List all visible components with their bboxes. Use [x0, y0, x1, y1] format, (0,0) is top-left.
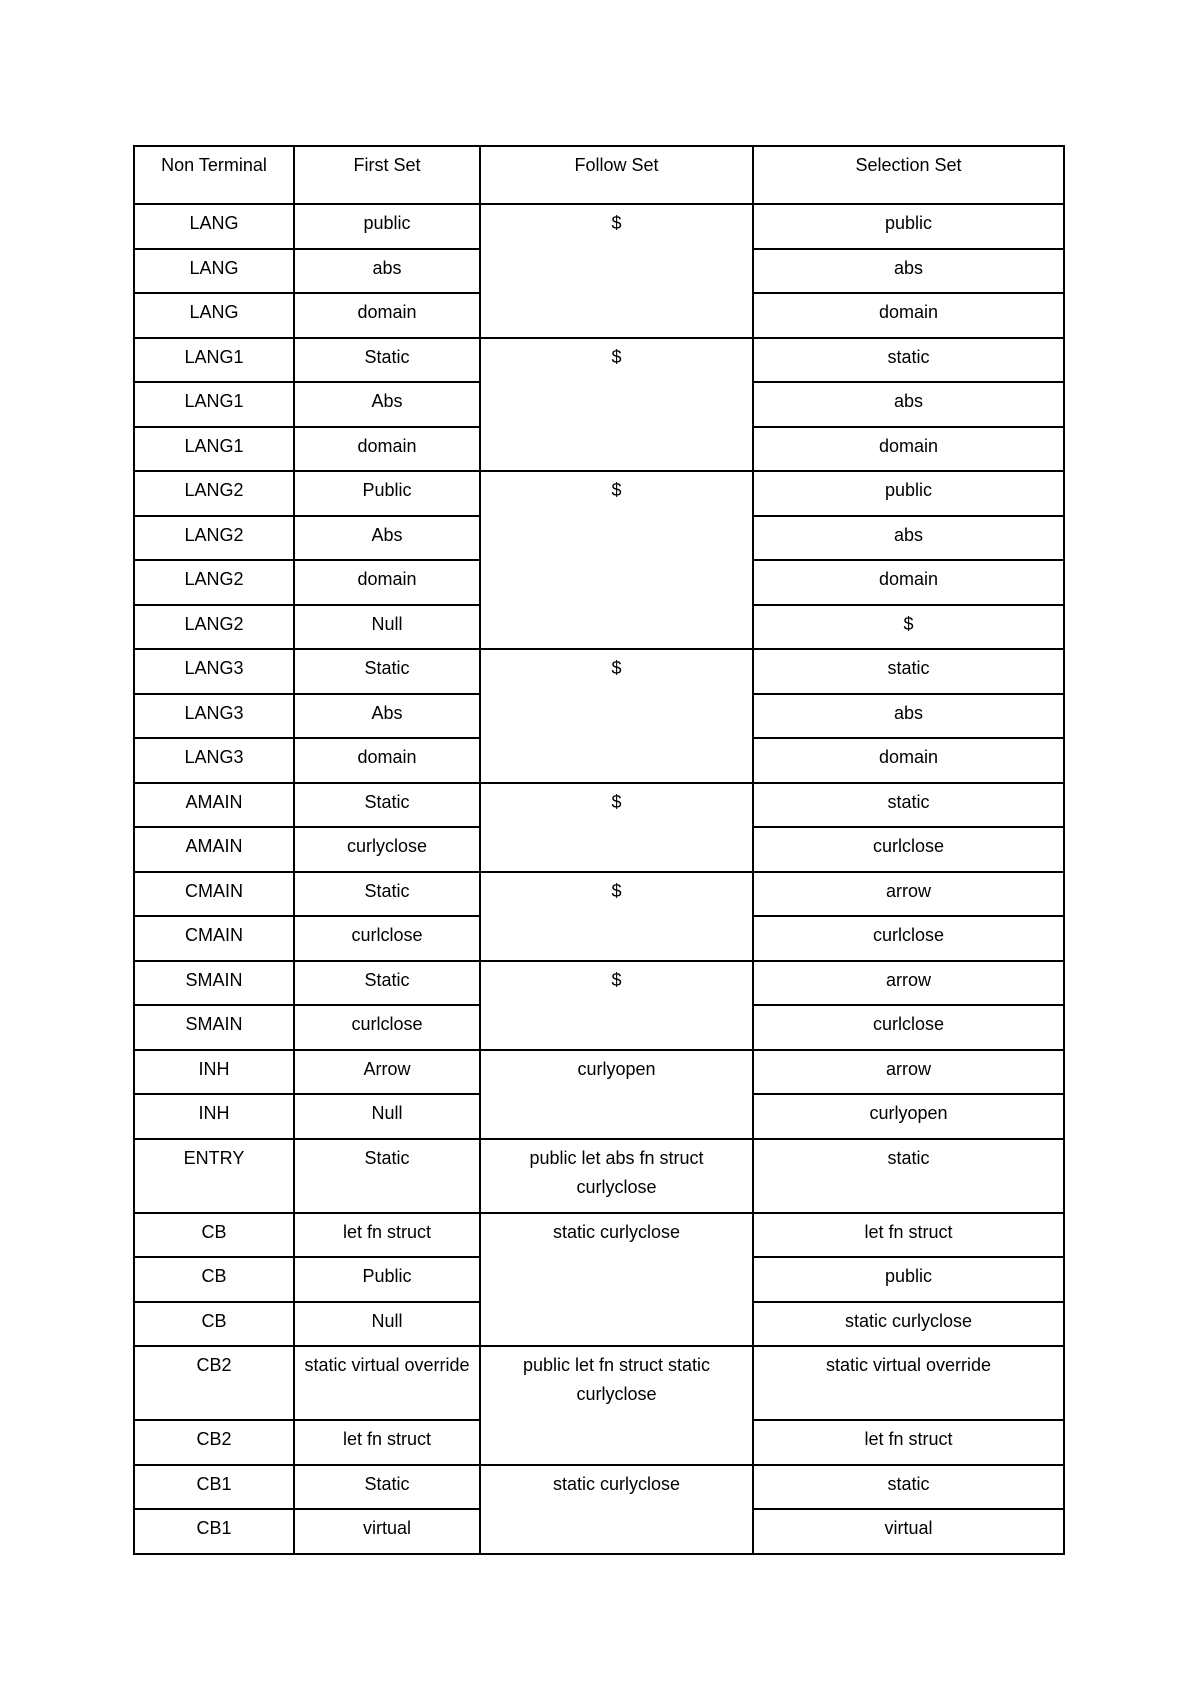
cell-first-set: domain: [294, 560, 480, 605]
table-row: [134, 338, 1064, 383]
cell-selection-set: arrow: [753, 1050, 1064, 1095]
cell-selection-set: domain: [753, 560, 1064, 605]
cell-selection-set: static: [753, 1139, 1064, 1213]
table-row: [134, 204, 1064, 249]
cell-selection-set: domain: [753, 427, 1064, 472]
cell-follow-set: static curlyclose: [480, 1213, 753, 1347]
cell-follow-set: static curlyclose: [480, 1465, 753, 1554]
cell-non-terminal: CB2: [134, 1420, 294, 1465]
cell-first-set: Static: [294, 872, 480, 917]
cell-selection-set: abs: [753, 249, 1064, 294]
cell-non-terminal: INH: [134, 1094, 294, 1139]
cell-first-set: abs: [294, 249, 480, 294]
table-body: [134, 204, 1064, 1554]
cell-selection-set: curlyopen: [753, 1094, 1064, 1139]
header-first-set: First Set: [294, 146, 480, 204]
cell-first-set: Null: [294, 605, 480, 650]
cell-non-terminal: LANG2: [134, 605, 294, 650]
cell-selection-set: static virtual override: [753, 1346, 1064, 1420]
cell-first-set: Public: [294, 471, 480, 516]
header-non-terminal: Non Terminal: [134, 146, 294, 204]
cell-follow-set: public let abs fn struct curlyclose: [480, 1139, 753, 1213]
cell-non-terminal: AMAIN: [134, 827, 294, 872]
cell-first-set: Static: [294, 783, 480, 828]
cell-selection-set: public: [753, 204, 1064, 249]
cell-first-set: let fn struct: [294, 1213, 480, 1258]
cell-selection-set: let fn struct: [753, 1213, 1064, 1258]
cell-non-terminal: CB: [134, 1257, 294, 1302]
cell-follow-set: $: [480, 204, 753, 338]
cell-selection-set: static: [753, 338, 1064, 383]
cell-follow-set: $: [480, 783, 753, 872]
cell-selection-set: arrow: [753, 961, 1064, 1006]
cell-non-terminal: LANG2: [134, 516, 294, 561]
cell-selection-set: static: [753, 649, 1064, 694]
cell-non-terminal: SMAIN: [134, 961, 294, 1006]
cell-non-terminal: CB1: [134, 1509, 294, 1554]
cell-selection-set: abs: [753, 516, 1064, 561]
cell-first-set: curlclose: [294, 1005, 480, 1050]
header-follow-set: Follow Set: [480, 146, 753, 204]
cell-selection-set: domain: [753, 293, 1064, 338]
cell-first-set: Abs: [294, 516, 480, 561]
cell-selection-set: public: [753, 1257, 1064, 1302]
cell-non-terminal: LANG3: [134, 694, 294, 739]
cell-non-terminal: LANG2: [134, 471, 294, 516]
cell-selection-set: let fn struct: [753, 1420, 1064, 1465]
cell-first-set: Abs: [294, 694, 480, 739]
table-row: [134, 649, 1064, 694]
cell-follow-set: curlyopen: [480, 1050, 753, 1139]
cell-selection-set: static: [753, 783, 1064, 828]
cell-first-set: Arrow: [294, 1050, 480, 1095]
cell-first-set: domain: [294, 738, 480, 783]
cell-first-set: curlclose: [294, 916, 480, 961]
cell-selection-set: abs: [753, 382, 1064, 427]
cell-non-terminal: LANG: [134, 204, 294, 249]
cell-selection-set: arrow: [753, 872, 1064, 917]
cell-selection-set: static: [753, 1465, 1064, 1510]
cell-non-terminal: LANG3: [134, 649, 294, 694]
cell-selection-set: $: [753, 605, 1064, 650]
cell-non-terminal: LANG: [134, 293, 294, 338]
cell-first-set: Static: [294, 961, 480, 1006]
table-row: [134, 783, 1064, 828]
cell-selection-set: curlclose: [753, 827, 1064, 872]
table-row: [134, 471, 1064, 516]
header-selection-set: Selection Set: [753, 146, 1064, 204]
cell-first-set: Static: [294, 338, 480, 383]
first-follow-selection-table: [133, 145, 1065, 1555]
cell-first-set: domain: [294, 293, 480, 338]
cell-selection-set: curlclose: [753, 916, 1064, 961]
cell-selection-set: abs: [753, 694, 1064, 739]
cell-follow-set: public let fn struct static curlyclose: [480, 1346, 753, 1465]
cell-first-set: Abs: [294, 382, 480, 427]
cell-selection-set: curlclose: [753, 1005, 1064, 1050]
cell-non-terminal: CMAIN: [134, 916, 294, 961]
cell-first-set: Public: [294, 1257, 480, 1302]
table-row: [134, 1213, 1064, 1258]
cell-first-set: domain: [294, 427, 480, 472]
cell-selection-set: static curlyclose: [753, 1302, 1064, 1347]
cell-first-set: Static: [294, 1139, 480, 1213]
cell-follow-set: $: [480, 961, 753, 1050]
cell-first-set: public: [294, 204, 480, 249]
table-row: [134, 1050, 1064, 1095]
cell-first-set: curlyclose: [294, 827, 480, 872]
cell-non-terminal: CB: [134, 1213, 294, 1258]
cell-non-terminal: LANG2: [134, 560, 294, 605]
cell-non-terminal: CMAIN: [134, 872, 294, 917]
cell-first-set: Null: [294, 1094, 480, 1139]
cell-non-terminal: ENTRY: [134, 1139, 294, 1213]
cell-non-terminal: CB: [134, 1302, 294, 1347]
cell-non-terminal: LANG1: [134, 338, 294, 383]
cell-follow-set: $: [480, 471, 753, 649]
cell-non-terminal: LANG: [134, 249, 294, 294]
cell-first-set: let fn struct: [294, 1420, 480, 1465]
cell-non-terminal: INH: [134, 1050, 294, 1095]
cell-follow-set: $: [480, 338, 753, 472]
cell-selection-set: virtual: [753, 1509, 1064, 1554]
cell-first-set: Null: [294, 1302, 480, 1347]
cell-follow-set: $: [480, 649, 753, 783]
cell-first-set: virtual: [294, 1509, 480, 1554]
cell-non-terminal: SMAIN: [134, 1005, 294, 1050]
cell-first-set: Static: [294, 649, 480, 694]
table-header-row: [134, 146, 1064, 204]
cell-non-terminal: LANG1: [134, 382, 294, 427]
cell-non-terminal: AMAIN: [134, 783, 294, 828]
cell-non-terminal: LANG1: [134, 427, 294, 472]
cell-non-terminal: LANG3: [134, 738, 294, 783]
cell-selection-set: public: [753, 471, 1064, 516]
table-row: [134, 1346, 1064, 1420]
table-row: [134, 1139, 1064, 1213]
table-row: [134, 961, 1064, 1006]
cell-first-set: static virtual override: [294, 1346, 480, 1420]
table-row: [134, 872, 1064, 917]
cell-non-terminal: CB1: [134, 1465, 294, 1510]
table-row: [134, 1465, 1064, 1510]
cell-selection-set: domain: [753, 738, 1064, 783]
cell-follow-set: $: [480, 872, 753, 961]
cell-first-set: Static: [294, 1465, 480, 1510]
cell-non-terminal: CB2: [134, 1346, 294, 1420]
